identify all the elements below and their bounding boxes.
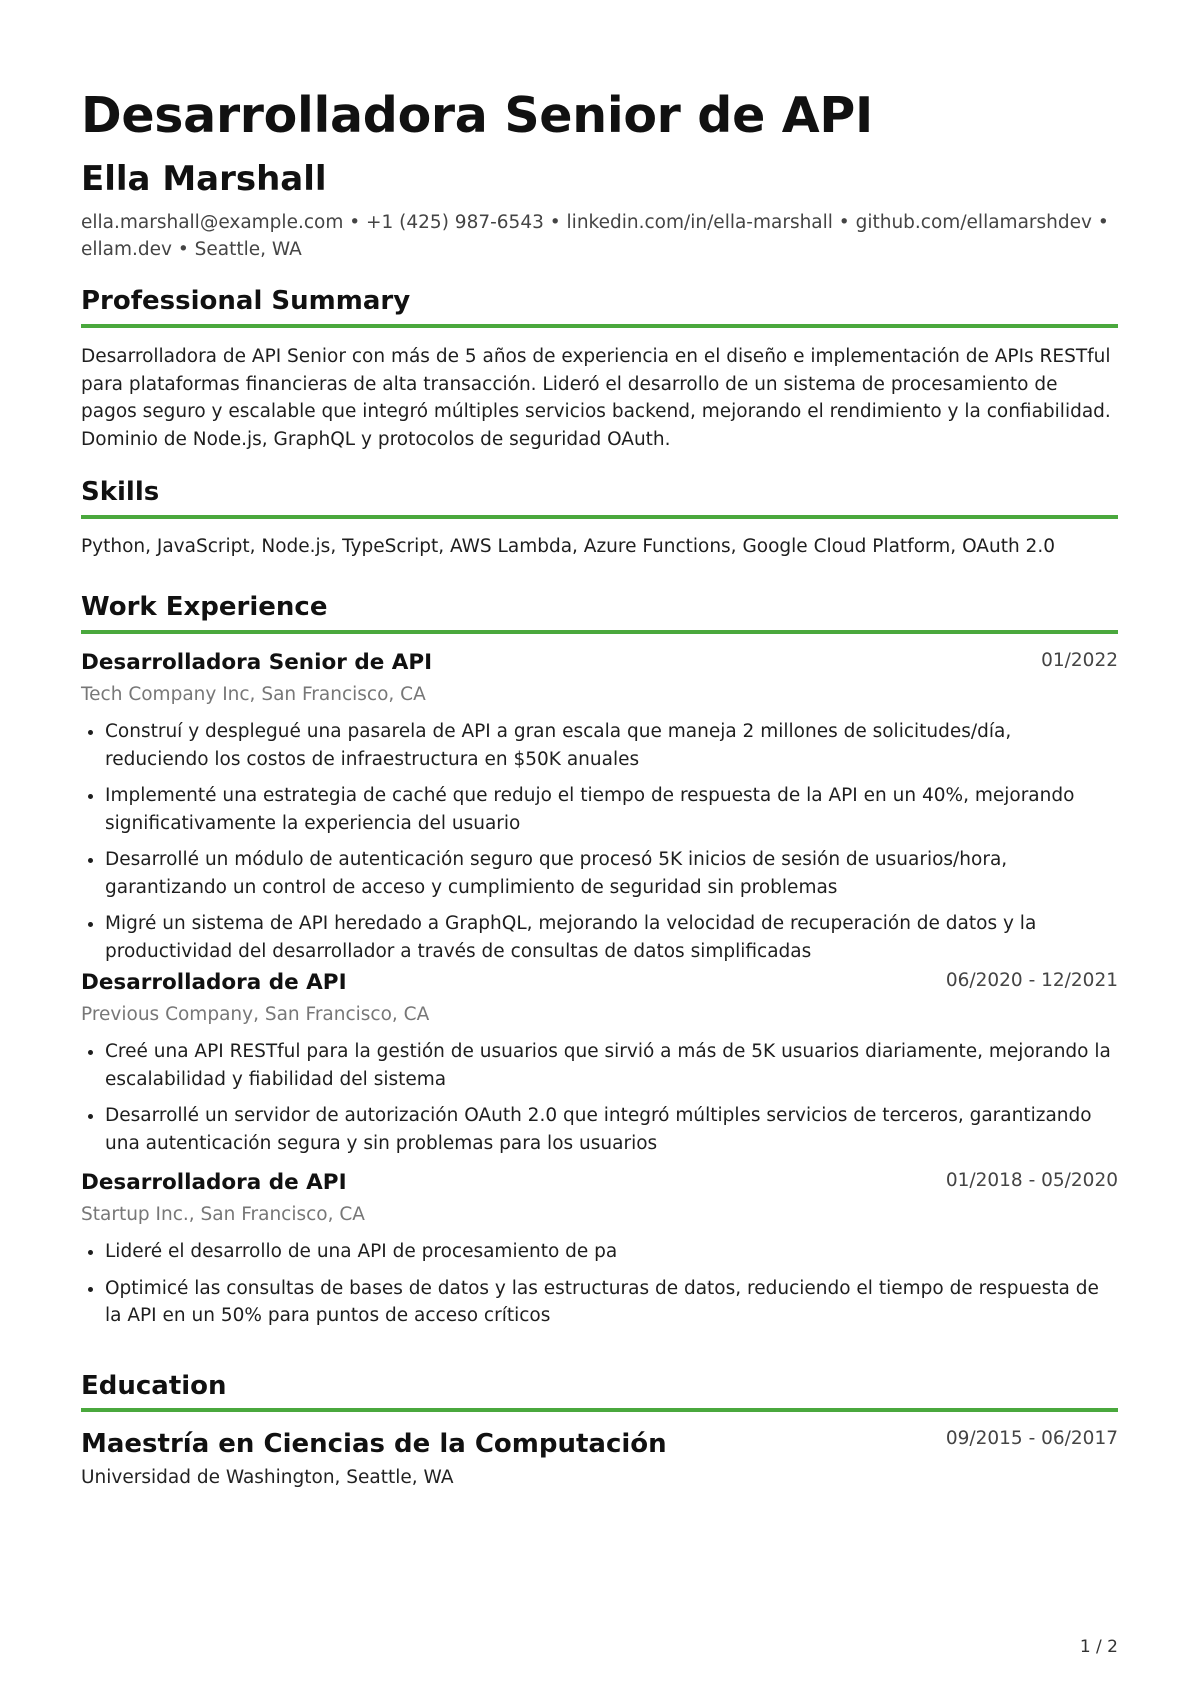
section-heading-education: Education	[81, 1371, 227, 1401]
contact-info: ella.marshall@example.com • +1 (425) 987-6543 • linkedin.com/in/ella-marshall • github.com/ellamarshdev • ellam.dev • Seattle, WA	[81, 212, 1109, 260]
job-bullet: Construí y desplegué una pasarela de API a gran escala que maneja 2 millones de solicitudes/día, reduciendo los costos de infraestructura en $50K anuales	[81, 718, 1118, 773]
job-company: Tech Company Inc, San Francisco, CA	[81, 684, 426, 705]
education-school: Universidad de Washington, Seattle, WA	[81, 1467, 454, 1488]
job-bullet: Implementé una estrategia de caché que redujo el tiempo de respuesta de la API en un 40%, mejorando significativamente la experiencia del usuario	[81, 782, 1118, 837]
section-heading-summary: Professional Summary	[81, 286, 411, 316]
job-date: 01/2018 - 05/2020	[945, 1170, 1118, 1191]
job-title: Desarrolladora Senior de API	[81, 650, 433, 675]
section-divider	[81, 515, 1118, 519]
job-date: 06/2020 - 12/2021	[945, 970, 1118, 991]
section-divider	[81, 324, 1118, 328]
job-bullets	[81, 1238, 1118, 1339]
skills-text: Python, JavaScript, Node.js, TypeScript, AWS Lambda, Azure Functions, Google Cloud Platform, OAuth 2.0	[81, 536, 1055, 557]
section-heading-skills: Skills	[81, 477, 160, 507]
job-bullet: Desarrollé un módulo de autenticación seguro que procesó 5K inicios de sesión de usuarios/hora, garantizando un control de acceso y cumplimiento de seguridad sin problemas	[81, 846, 1118, 901]
education-degree: Maestría en Ciencias de la Computación	[81, 1429, 667, 1459]
document-title: Desarrolladora Senior de API	[81, 87, 873, 144]
job-title: Desarrolladora de API	[81, 1170, 347, 1195]
job-bullet: Desarrollé un servidor de autorización OAuth 2.0 que integró múltiples servicios de terceros, garantizando una autenticación segura y sin problemas para los usuarios	[81, 1102, 1118, 1157]
page-number: 1 / 2	[1079, 1637, 1118, 1657]
summary-text: Desarrolladora de API Senior con más de 5 años de experiencia en el diseño e implementación de APIs RESTful para plataformas financieras de alta transacción. Lideró el desarrollo de un sistema de procesamiento de pagos seguro y escalable que integró múltiples servicios backend, mejorando el rendimiento y la confiabilidad. Dominio de Node.js, GraphQL y protocolos de seguridad OAuth.	[81, 346, 1111, 450]
job-date: 01/2022	[1041, 650, 1118, 671]
job-bullet: Optimicé las consultas de bases de datos y las estructuras de datos, reduciendo el tiempo de respuesta de la API en un 50% para puntos de acceso críticos	[81, 1275, 1118, 1330]
education-date: 09/2015 - 06/2017	[945, 1428, 1118, 1449]
section-heading-experience: Work Experience	[81, 592, 328, 622]
job-company: Previous Company, San Francisco, CA	[81, 1004, 430, 1025]
job-company: Startup Inc., San Francisco, CA	[81, 1204, 365, 1225]
job-bullets	[81, 1038, 1118, 1166]
job-bullets	[81, 718, 1118, 974]
job-title: Desarrolladora de API	[81, 970, 347, 995]
job-bullet: Lideré el desarrollo de una API de procesamiento de pa	[81, 1238, 1118, 1266]
section-divider	[81, 630, 1118, 634]
section-divider	[81, 1408, 1118, 1412]
job-bullet: Creé una API RESTful para la gestión de usuarios que sirvió a más de 5K usuarios diariamente, mejorando la escalabilidad y fiabilidad del sistema	[81, 1038, 1118, 1093]
person-name: Ella Marshall	[81, 159, 327, 199]
job-bullet: Migré un sistema de API heredado a GraphQL, mejorando la velocidad de recuperación de datos y la productividad del desarrollador a través de consultas de datos simplificadas	[81, 910, 1118, 965]
